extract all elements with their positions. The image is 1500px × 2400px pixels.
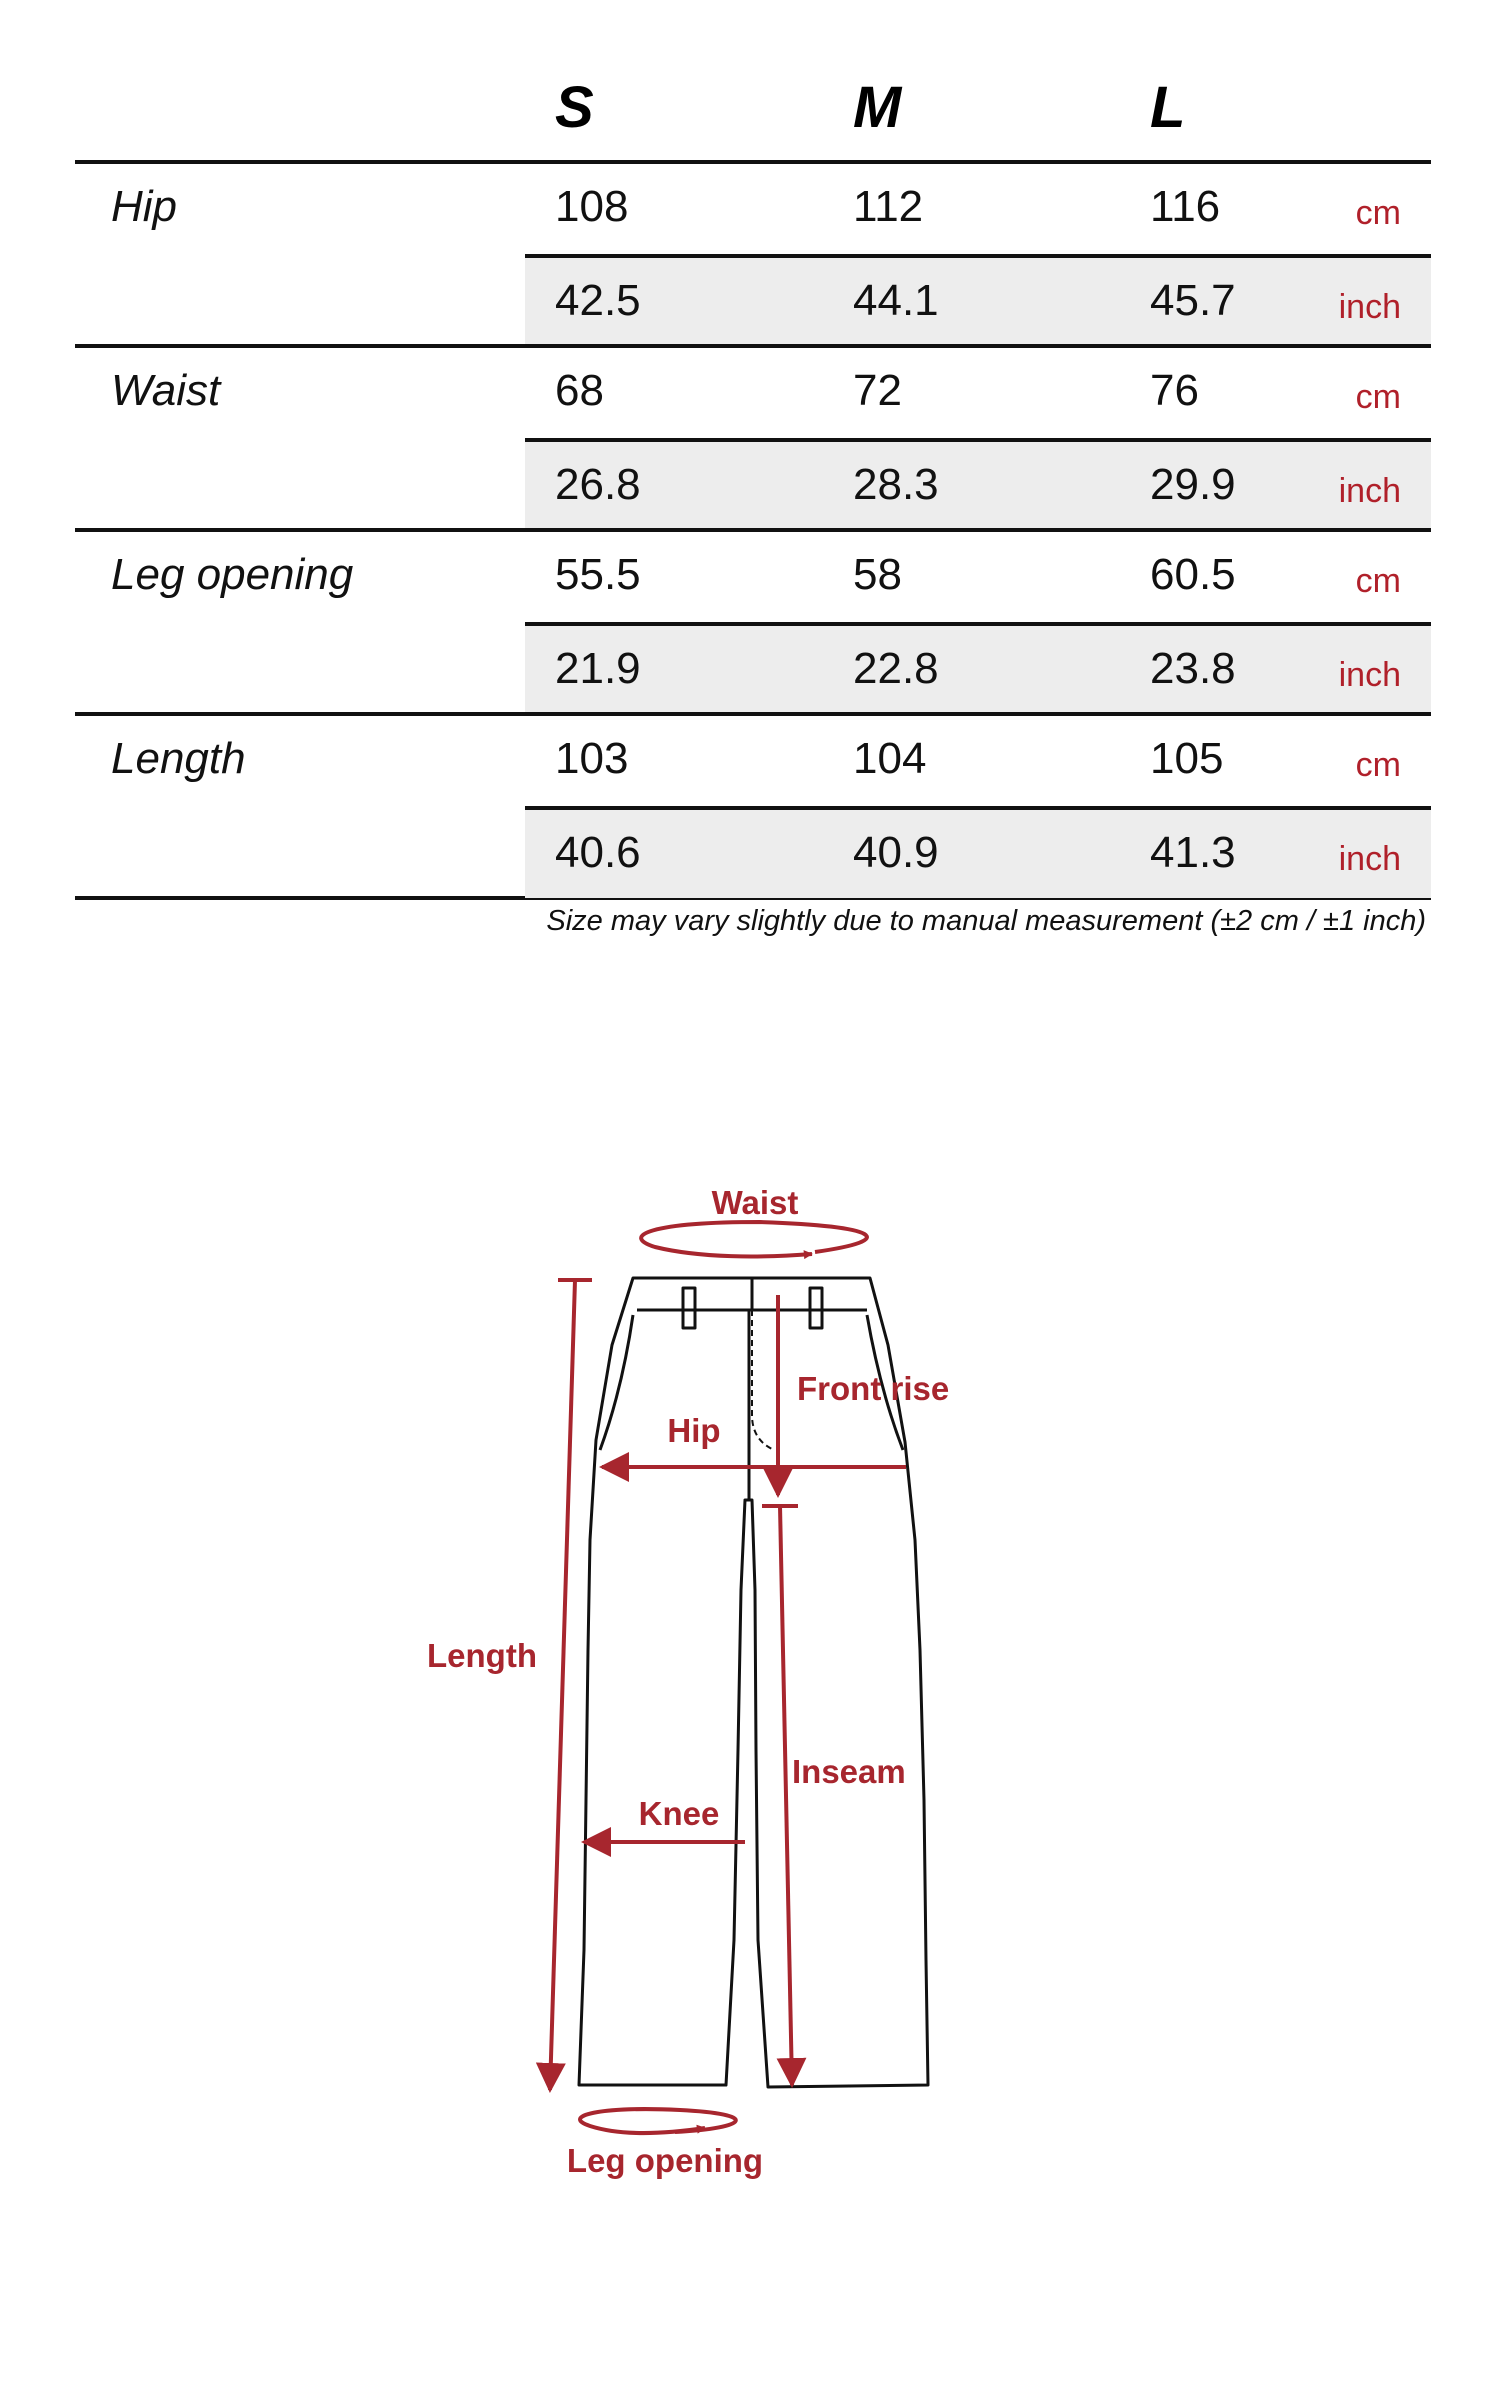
value-cell: 21.9 <box>555 644 641 693</box>
size-header-m: M <box>853 75 902 140</box>
value-cell: 42.5 <box>555 276 641 325</box>
measure-label-leg-opening: Leg opening <box>111 550 354 599</box>
measure-label-hip: Hip <box>111 182 178 231</box>
unit-inch: inch <box>1338 472 1401 510</box>
value-cell: 41.3 <box>1150 828 1236 877</box>
value-cell: 72 <box>853 366 902 415</box>
value-cell: 105 <box>1150 734 1224 783</box>
label-length: Length <box>427 1637 537 1674</box>
inseam-arrow <box>780 1506 792 2085</box>
value-cell: 22.8 <box>853 644 939 693</box>
value-cell: 116 <box>1150 182 1221 231</box>
label-waist: Waist <box>711 1184 799 1221</box>
size-header-s: S <box>555 75 594 140</box>
unit-inch: inch <box>1338 656 1401 694</box>
unit-inch: inch <box>1338 288 1401 326</box>
belt-loop-left <box>683 1288 695 1328</box>
label-inseam: Inseam <box>792 1753 906 1790</box>
leg-opening-arrow <box>580 2109 736 2133</box>
label-hip: Hip <box>667 1412 721 1449</box>
value-cell: 28.3 <box>853 460 939 509</box>
unit-cm: cm <box>1355 194 1401 232</box>
label-leg-opening: Leg opening <box>566 2142 764 2179</box>
value-cell: 40.6 <box>555 828 641 877</box>
value-cell: 29.9 <box>1150 460 1236 509</box>
measurement-arrows <box>550 1222 906 2133</box>
value-cell: 55.5 <box>555 550 641 599</box>
length-arrow <box>550 1280 575 2090</box>
value-cell: 60.5 <box>1150 550 1236 599</box>
measure-label-length: Length <box>111 734 246 783</box>
label-knee: Knee <box>638 1795 720 1832</box>
value-cell: 103 <box>555 734 629 783</box>
value-cell: 58 <box>853 550 902 599</box>
belt-loop-right <box>810 1288 822 1328</box>
value-cell: 44.1 <box>853 276 939 325</box>
value-cell: 76 <box>1150 366 1199 415</box>
value-cell: 23.8 <box>1150 644 1236 693</box>
unit-cm: cm <box>1355 746 1401 784</box>
value-cell: 108 <box>555 182 629 231</box>
label-front-rise: Front rise <box>797 1370 950 1407</box>
value-cell: 40.9 <box>853 828 939 877</box>
waist-arrow <box>641 1222 867 1256</box>
value-cell: 104 <box>853 734 927 783</box>
unit-cm: cm <box>1355 562 1401 600</box>
unit-cm: cm <box>1355 378 1401 416</box>
measurement-note: Size may vary slightly due to manual measurement (±2 cm / ±1 inch) <box>546 905 1426 937</box>
value-cell: 45.7 <box>1150 276 1236 325</box>
value-cell: 68 <box>555 366 604 415</box>
unit-inch: inch <box>1338 840 1401 878</box>
fly-curve <box>752 1310 774 1450</box>
measure-label-waist: Waist <box>111 366 221 415</box>
value-cell: 26.8 <box>555 460 641 509</box>
size-header-l: L <box>1150 75 1186 140</box>
value-cell: 112 <box>853 182 924 231</box>
